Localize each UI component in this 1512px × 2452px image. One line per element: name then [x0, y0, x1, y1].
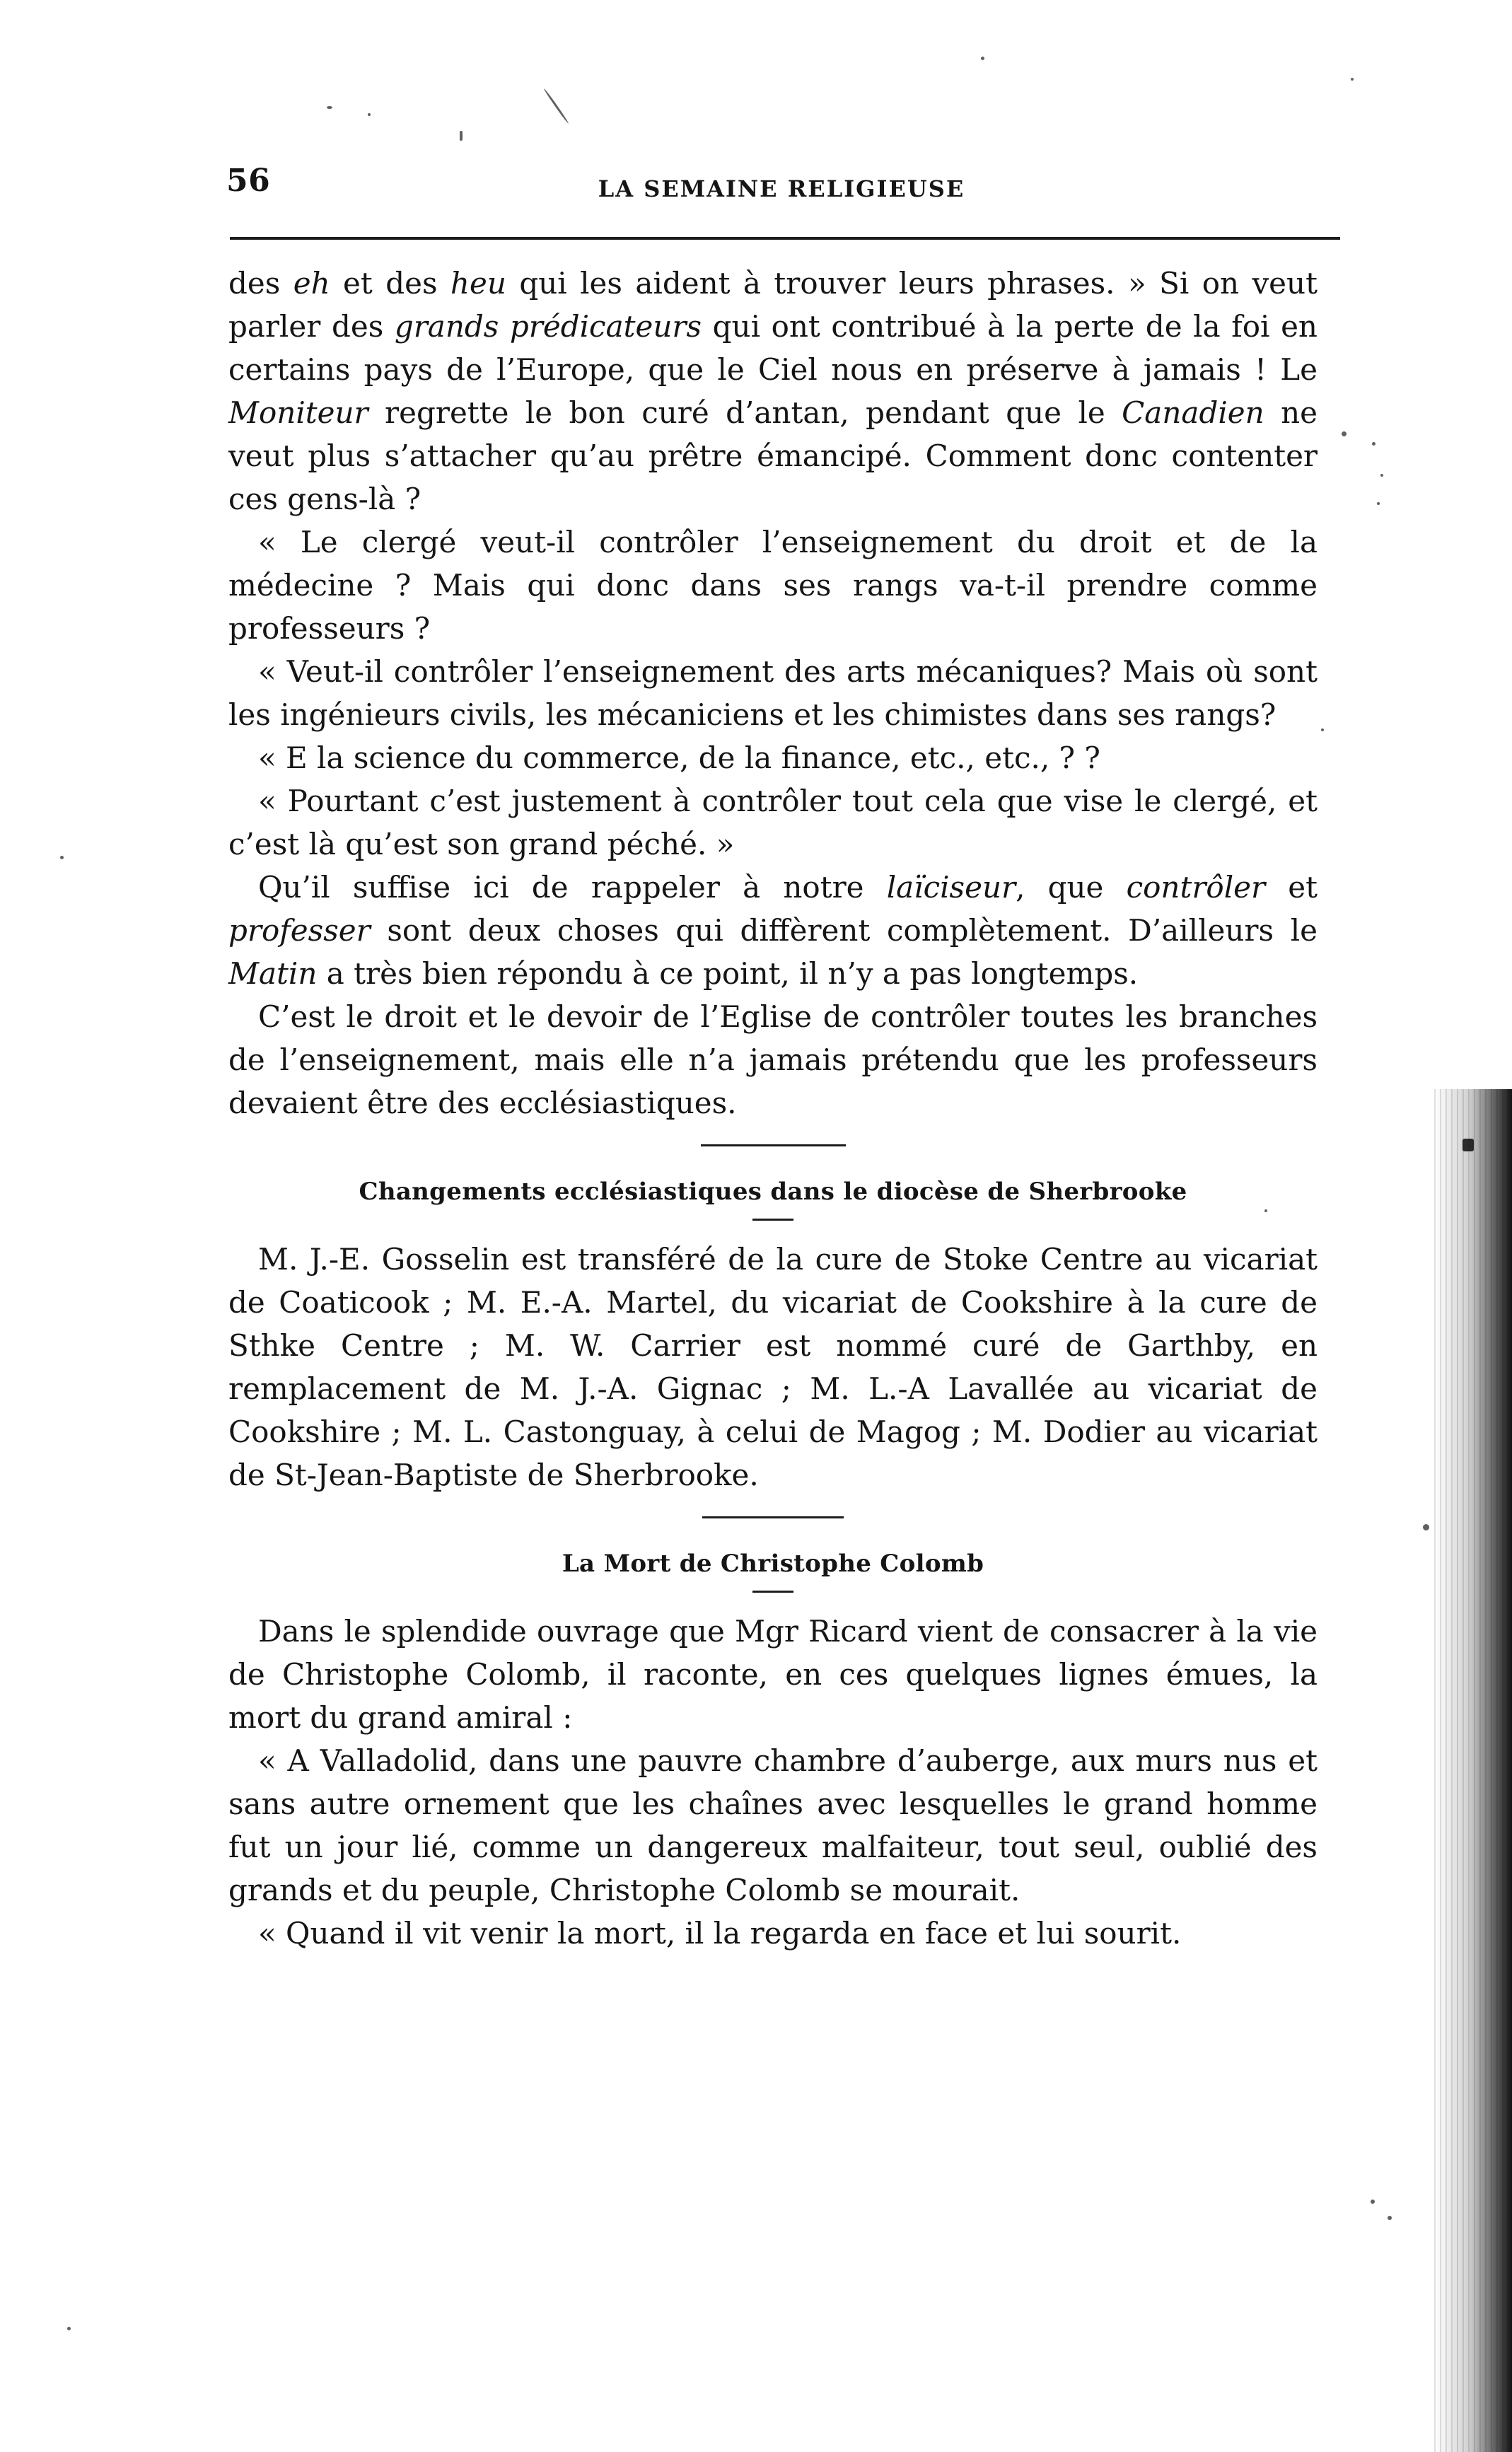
- newspaper-title: Matin: [228, 956, 318, 991]
- paragraph-response-text: a très bien répondu à ce point, il n’y a pas longtemps.: [317, 956, 1139, 991]
- newspaper-title: Canadien: [1122, 395, 1264, 430]
- scan-speck: [1371, 2200, 1375, 2204]
- section-divider: [702, 1516, 844, 1518]
- scan-speck: [1423, 1524, 1429, 1530]
- italic-word: contrôler: [1126, 870, 1266, 905]
- scan-speck: [368, 113, 371, 116]
- italic-word: laïciseur: [886, 870, 1016, 905]
- scan-speck: [60, 856, 64, 859]
- paragraph-columbus-death: « Quand il vit venir la mort, il la regarda en face et lui sourit.: [258, 1916, 1182, 1951]
- header-rule: [230, 237, 1340, 240]
- paragraph-medicine: « Le clergé veut-il contrôler l’enseignement du droit et de la médecine ? Mais qui donc dans ses rangs va-t-il prendre comme professeurs ?: [228, 525, 1318, 646]
- paragraph-commerce: « E la science du commerce, de la finance, etc., etc., ? ?: [258, 740, 1100, 775]
- article-text: [228, 262, 1318, 1955]
- running-head: LA SEMAINE RELIGIEUSE: [598, 175, 965, 202]
- scan-speck: [1321, 728, 1324, 731]
- paragraph-mechanics: « Veut-il contrôler l’enseignement des arts mécaniques? Mais où sont les ingénieurs civils, les mécaniciens et les chimistes dans ses rangs?: [228, 654, 1318, 732]
- scan-speck: [1388, 2216, 1392, 2220]
- paragraph-response-text: Qu’il suffise ici de rappeler à notre: [258, 870, 887, 905]
- title-dash: [752, 1219, 793, 1221]
- paragraph-intro-text: regrette le bon curé d’antan, pendant que le: [368, 395, 1122, 430]
- italic-word: eh: [293, 266, 330, 301]
- paragraph-columbus-dying: « A Valladolid, dans une pauvre chambre d’auberge, aux murs nus et sans autre ornement que les chaînes avec lesquelles le grand homme fut un jour lié, comme un dangereux malfaiteur, tout seul, oublié des grands et du peuple, Christophe Colomb se mourait.: [228, 1743, 1318, 1907]
- scan-speck: [1380, 474, 1383, 477]
- page-header: [226, 163, 1337, 226]
- paragraph-response-text: sont deux choses qui diffèrent complètement. D’ailleurs le: [370, 913, 1318, 948]
- paragraph-intro-text: ne veut plus s’attacher qu’au prêtre émancipé. Comment donc contenter ces gens-là ?: [228, 395, 1318, 516]
- title-dash: [752, 1591, 793, 1593]
- paragraph-response: [228, 866, 1318, 995]
- italic-word: heu: [450, 266, 506, 301]
- scan-speck: [981, 57, 984, 60]
- scan-speck: [327, 106, 332, 109]
- scan-speck: [1372, 442, 1376, 446]
- paragraph-intro-text: qui ont contribué à la perte de la foi en certains pays de l’Europe, que le Ciel nous en préserve à jamais ! Le: [228, 309, 1318, 387]
- page-number: 56: [226, 163, 271, 199]
- page-binding-shadow: [1434, 1089, 1512, 2452]
- scan-speck: [543, 88, 569, 124]
- paragraph-response-text: et: [1265, 870, 1318, 905]
- paragraph-columbus-intro: Dans le splendide ouvrage que Mgr Ricard vient de consacrer à la vie de Christophe Colomb, il raconte, en ces quelques lignes émues, la mort du grand amiral :: [228, 1614, 1318, 1735]
- scan-speck: [1342, 431, 1347, 436]
- paragraph-intro: [228, 262, 1318, 521]
- paragraph-clergy: « Pourtant c’est justement à contrôler tout cela que vise le clergé, et c’est là qu’est son grand péché. »: [228, 784, 1318, 861]
- section-title-sherbrooke: Changements ecclésiastiques dans le diocèse de Sherbrooke: [359, 1178, 1187, 1206]
- scan-speck: [67, 2327, 71, 2330]
- newspaper-title: Moniteur: [228, 395, 368, 430]
- paragraph-sherbrooke-changes: M. J.-E. Gosselin est transféré de la cure de Stoke Centre au vicariat de Coaticook ; M. E.-A. Martel, du vicariat de Cookshire à la cure de Sthke Centre ; M. W. Carrier est nommé curé de Garthby, en remplacement de M. J.-A. Gignac ; M. L.-A Lavallée au vicariat de Cookshire ; M. L. Castonguay, à celui de Magog ; M. Dodier au vicariat de St-Jean-Baptiste de Sherbrooke.: [228, 1242, 1318, 1492]
- paragraph-intro-text: qui les aident à trouver leurs phrases. » Si on veut parler des: [228, 266, 1318, 344]
- scan-speck: [460, 131, 463, 141]
- paragraph-intro-text: des: [228, 266, 293, 301]
- section-divider: [701, 1144, 846, 1146]
- paragraph-church-right: C’est le droit et le devoir de l’Eglise de contrôler toutes les branches de l’enseignement, mais elle n’a jamais prétendu que les professeurs devaient être des ecclésiastiques.: [228, 999, 1318, 1120]
- paragraph-response-text: , que: [1016, 870, 1127, 905]
- italic-word: professer: [228, 913, 371, 948]
- scan-speck: [1377, 502, 1380, 505]
- section-title-columbus: La Mort de Christophe Colomb: [562, 1550, 984, 1578]
- scan-speck: [1351, 78, 1354, 81]
- paragraph-intro-text: et des: [330, 266, 450, 301]
- italic-phrase: grands prédicateurs: [394, 309, 702, 344]
